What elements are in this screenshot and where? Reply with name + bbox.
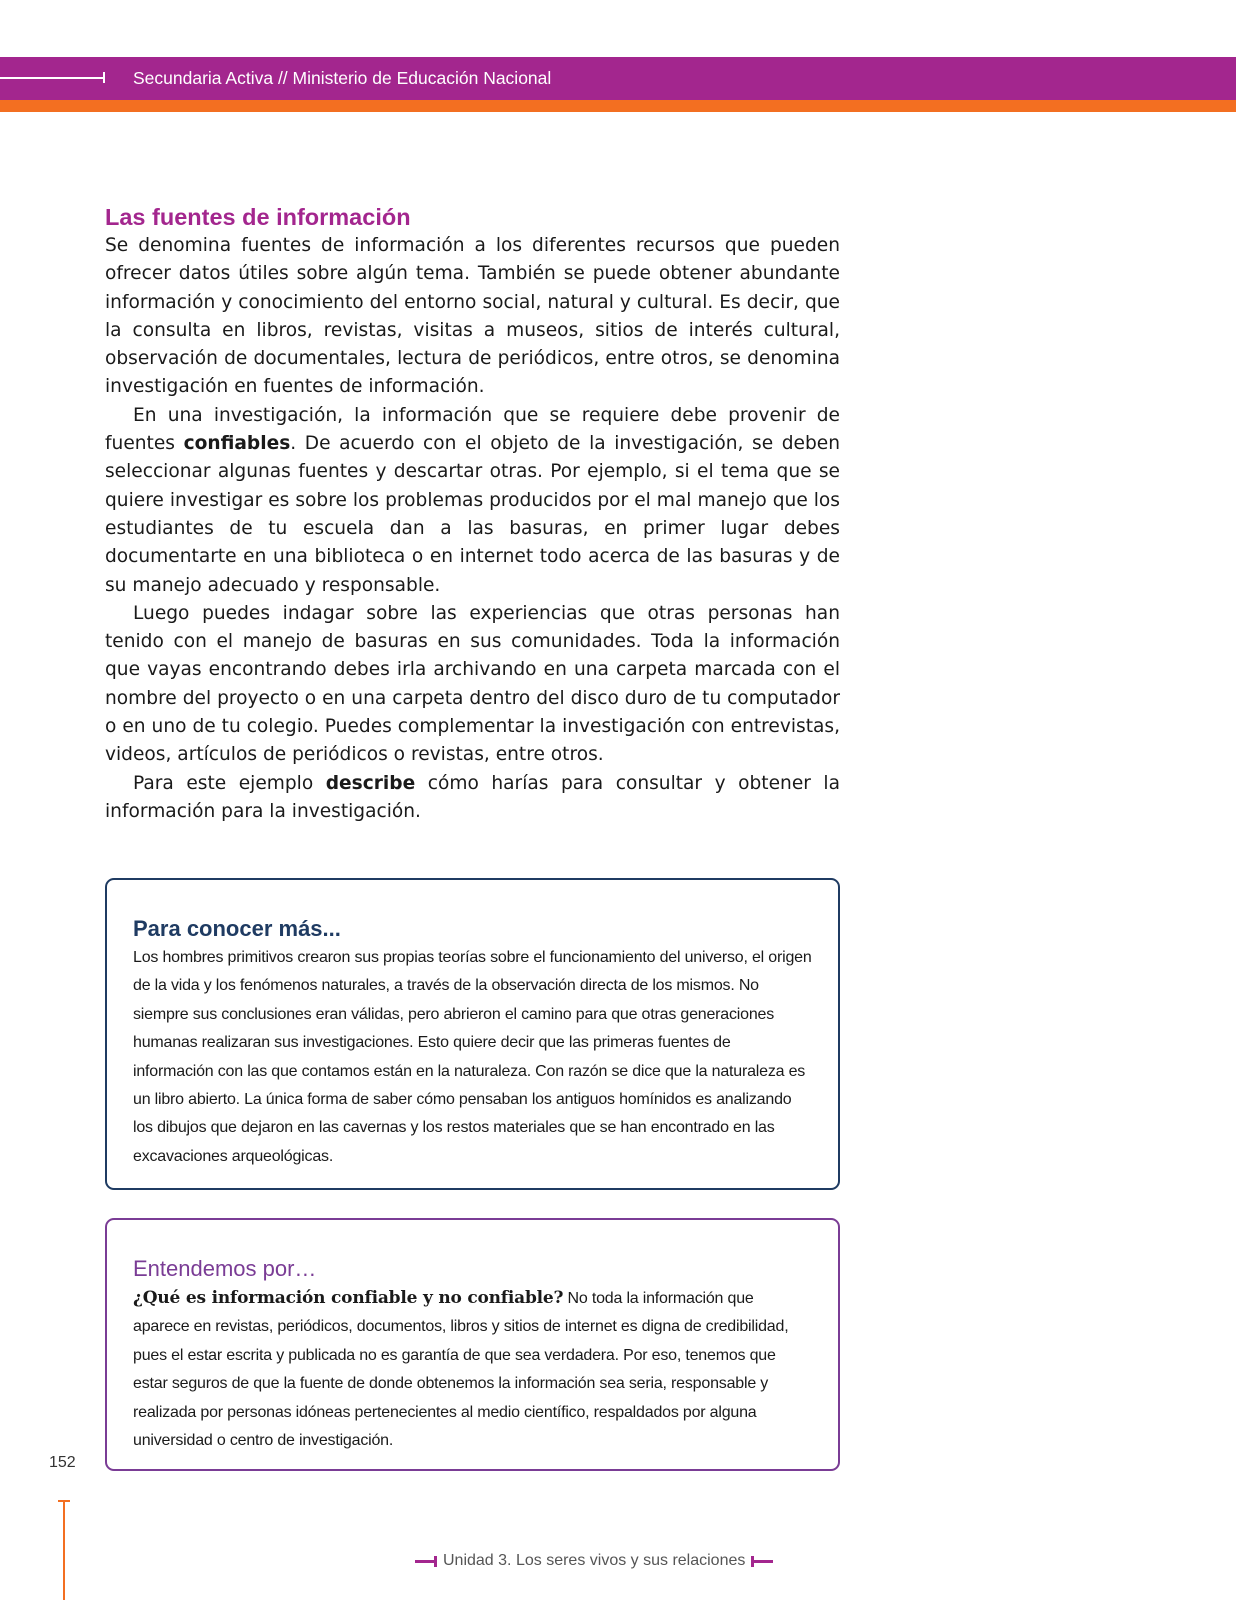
entendemos-por-answer: No toda la información que aparece en revistas, periódicos, documentos, libros y sitios de internet es digna de credibilidad, pues el estar escrita y publicada no es garantía de que sea verdadera. Por eso, tenemos que estar seguros de que la fuente de donde obtenemos la información sea seria, responsable y realizada por personas idóneas pertenecientes al medio científico, respaldados por alguna universidad o centro de investigación. <box>133 1290 789 1450</box>
footer-bar-right <box>751 1560 773 1563</box>
paragraph-2-text-a: En una investigación, la información que se requiere debe provenir de fuentes <box>105 404 840 455</box>
keyword-describe: describe <box>325 772 416 794</box>
para-conocer-mas-box <box>105 878 840 1190</box>
section-title: Las fuentes de información <box>105 204 411 230</box>
footer-unit-label: Unidad 3. <box>443 1552 512 1569</box>
footer-unit-title: Los seres vivos y sus relaciones <box>511 1552 746 1569</box>
left-margin-rule-tick <box>58 1500 70 1502</box>
entendemos-por-box <box>105 1218 840 1471</box>
running-footer <box>415 1551 773 1571</box>
para-conocer-mas-text: Los hombres primitivos crearon sus propias teorías sobre el funcionamiento del universo, el origen de la vida y los fenómenos naturales, a través de la observación directa de los mismos. No siempre sus conclusiones eran válidas, pero abrieron el camino para que otras generaciones humanas realizaran sus investigaciones. Esto quiere decir que las primeras fuentes de información con las que contamos están en la naturaleza. Con razón se dice que la naturaleza es un libro abierto. La única forma de saber cómo pensaban los antiguos homínidos es analizando los dibujos que dejaron en las cavernas y los restos materiales que se han encontrado en las excavaciones arqueológicas. <box>133 949 812 1165</box>
entendemos-por-title: Entendemos por… <box>133 1256 317 1281</box>
paragraph-2-text-b: . De acuerdo con el objeto de la investigación, se deben seleccionar algunas fuentes y descartar otras. Por ejemplo, si el tema que se quiere investigar es sobre los problemas producidos por el mal manejo que los estudiantes de tu escuela dan a las basuras, en primer lugar debes documentarte en una biblioteca o en internet todo acerca de las basuras y de su manejo adecuado y responsable. <box>105 433 840 596</box>
paragraph-4-text-b: cómo harías para consultar y obtener la información para la investigación. <box>105 772 840 822</box>
page-number: 152 <box>49 1454 76 1471</box>
footer-bar-left <box>415 1560 437 1563</box>
paragraph-4-text-a: Para este ejemplo <box>133 772 326 794</box>
paragraph-4 <box>105 770 840 827</box>
keyword-confiables: confiables <box>183 433 291 455</box>
running-header-title: Secundaria Activa // Ministerio de Educación Nacional <box>133 68 552 88</box>
paragraph-2 <box>105 402 840 600</box>
para-conocer-mas-title: Para conocer más... <box>133 916 341 941</box>
header-rule-tick <box>103 72 105 83</box>
entendemos-por-question: ¿Qué es información confiable y no confiable? <box>133 1288 564 1308</box>
paragraph-3: Luego puedes indagar sobre las experiencias que otras personas han tenido con el manejo de basuras en sus comunidades. Toda la información que vayas encontrando debes irla archivando en una carpeta marcada con el nombre del proyecto o en una carpeta dentro del disco duro de tu computador o en uno de tu colegio. Puedes complementar la investigación con entrevistas, videos, artículos de periódicos o revistas, entre otros. <box>105 602 840 766</box>
paragraph-1: Se denomina fuentes de información a los diferentes recursos que pueden ofrecer datos útiles sobre algún tema. También se puede obtener abundante información y conocimiento del entorno social, natural y cultural. Es decir, que la consulta en libros, revistas, visitas a museos, sitios de interés cultural, observación de documentales, lectura de periódicos, entre otros, se denomina investigación en fuentes de información. <box>105 235 840 398</box>
header-accent-stripe <box>0 100 1236 112</box>
main-content <box>105 202 840 826</box>
header-rule <box>0 77 104 79</box>
entendemos-por-text <box>133 1284 813 1455</box>
footer-text <box>443 1552 745 1570</box>
left-margin-rule <box>63 1500 65 1600</box>
entendemos-por-content <box>133 1254 813 1455</box>
para-conocer-mas-content <box>133 914 813 1171</box>
